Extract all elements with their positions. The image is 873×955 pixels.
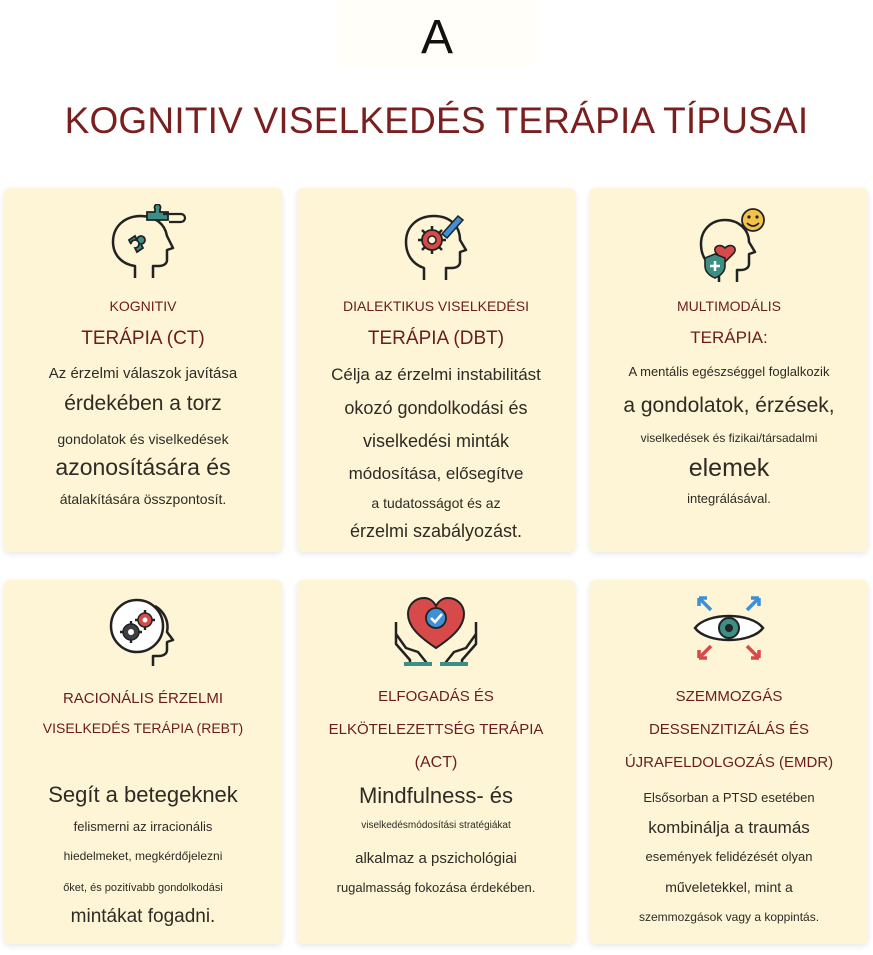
- card-body-line: okozó gondolkodási és: [344, 398, 528, 418]
- hands-heart-check-icon: [388, 588, 484, 668]
- card-body-line: Mindfulness- és: [358, 783, 514, 808]
- card-body-line: rugalmasság fokozása érdekében.: [336, 880, 536, 895]
- card-body-line: műveletekkel, mint a: [665, 879, 793, 895]
- card-heading-line: TERÁPIA (DBT): [367, 328, 505, 349]
- eye-arrows-icon: [681, 588, 777, 668]
- card-body-line: módosítása, elősegítve: [348, 464, 524, 483]
- card-body-line: Az érzelmi válaszok javítása: [48, 365, 238, 382]
- card-heading-line: ELFOGADÁS ÉS: [378, 688, 494, 705]
- card-body-line: viselkedések és fizikai/társadalmi: [640, 431, 818, 445]
- card-ct: [4, 188, 282, 552]
- card-body-line: hiedelmeket, megkérdőjelezni: [63, 849, 223, 863]
- card-body-line: Segít a betegeknek: [48, 782, 238, 807]
- card-body-line: mintákat fogadni.: [70, 906, 216, 927]
- head-smiley-heart-shield-icon: [681, 202, 777, 286]
- card-body-line: viselkedésmódosítási stratégiákat: [361, 820, 511, 831]
- card-body-line: azonosítására és: [55, 454, 231, 480]
- card-body-line: felismerni az irracionális: [73, 819, 213, 834]
- card-heading-line: VISELKEDÉS TERÁPIA (REBT): [42, 720, 244, 736]
- card-act: [297, 580, 575, 944]
- card-body-line: átalakítására összpontosít.: [59, 491, 227, 507]
- card-heading-line: ÚJRAFELDOLGOZÁS (EMDR): [624, 754, 834, 771]
- card-heading-line: KOGNITIV: [109, 298, 177, 314]
- card-heading-line: SZEMMOZGÁS: [675, 688, 783, 705]
- letter-label: A: [420, 11, 453, 64]
- card-body-line: Elsősorban a PTSD esetében: [643, 790, 815, 805]
- card-body-line: szemmozgások vagy a koppintás.: [638, 910, 820, 924]
- letter-badge: [337, 0, 537, 68]
- card-body-line: integrálásával.: [687, 491, 771, 506]
- card-body-line: Célja az érzelmi instabilitást: [331, 365, 541, 384]
- card-heading-line: DIALEKTIKUS VISELKEDÉSI: [343, 298, 529, 314]
- card-heading-line: (ACT): [414, 754, 458, 771]
- head-gears-icon: [95, 588, 191, 668]
- card-multimodal: [590, 188, 868, 552]
- page-title: KOGNITIV VISELKEDÉS TERÁPIA TÍPUSAI: [64, 100, 809, 141]
- head-gear-pencil-icon: [388, 204, 484, 284]
- card-body-line: viselkedési minták: [362, 431, 510, 451]
- card-body-line: érdekében a torz: [64, 392, 222, 415]
- card-dbt: [297, 188, 575, 552]
- card-body-line: kombinálja a traumás: [648, 818, 810, 837]
- card-rebt: [4, 580, 282, 944]
- card-body-line: események felidézését olyan: [645, 849, 813, 864]
- card-body-line: A mentális egészséggel foglalkozik: [628, 364, 830, 379]
- head-puzzle-icon: [95, 204, 191, 284]
- card-emdr: [590, 580, 868, 944]
- card-heading-line: ELKÖTELEZETTSÉG TERÁPIA: [328, 721, 544, 738]
- card-body-line: a gondolatok, érzések,: [623, 394, 835, 417]
- card-body-line: őket, és pozitívabb gondolkodási: [63, 882, 223, 894]
- card-heading-line: TERÁPIA (CT): [81, 328, 205, 349]
- card-body-line: alkalmaz a pszichológiai: [355, 850, 517, 867]
- card-body-line: gondolatok és viselkedések: [57, 431, 229, 447]
- card-heading-line: RACIONÁLIS ÉRZELMI: [62, 690, 224, 707]
- card-heading-line: DESSENZITIZÁLÁS ÉS: [648, 721, 810, 738]
- card-heading-line: TERÁPIA:: [690, 328, 768, 347]
- card-body-line: elemek: [688, 454, 770, 482]
- card-body-line: érzelmi szabályozást.: [349, 521, 523, 541]
- card-body-line: a tudatosságot és az: [371, 495, 501, 511]
- card-heading-line: MULTIMODÁLIS: [677, 298, 781, 314]
